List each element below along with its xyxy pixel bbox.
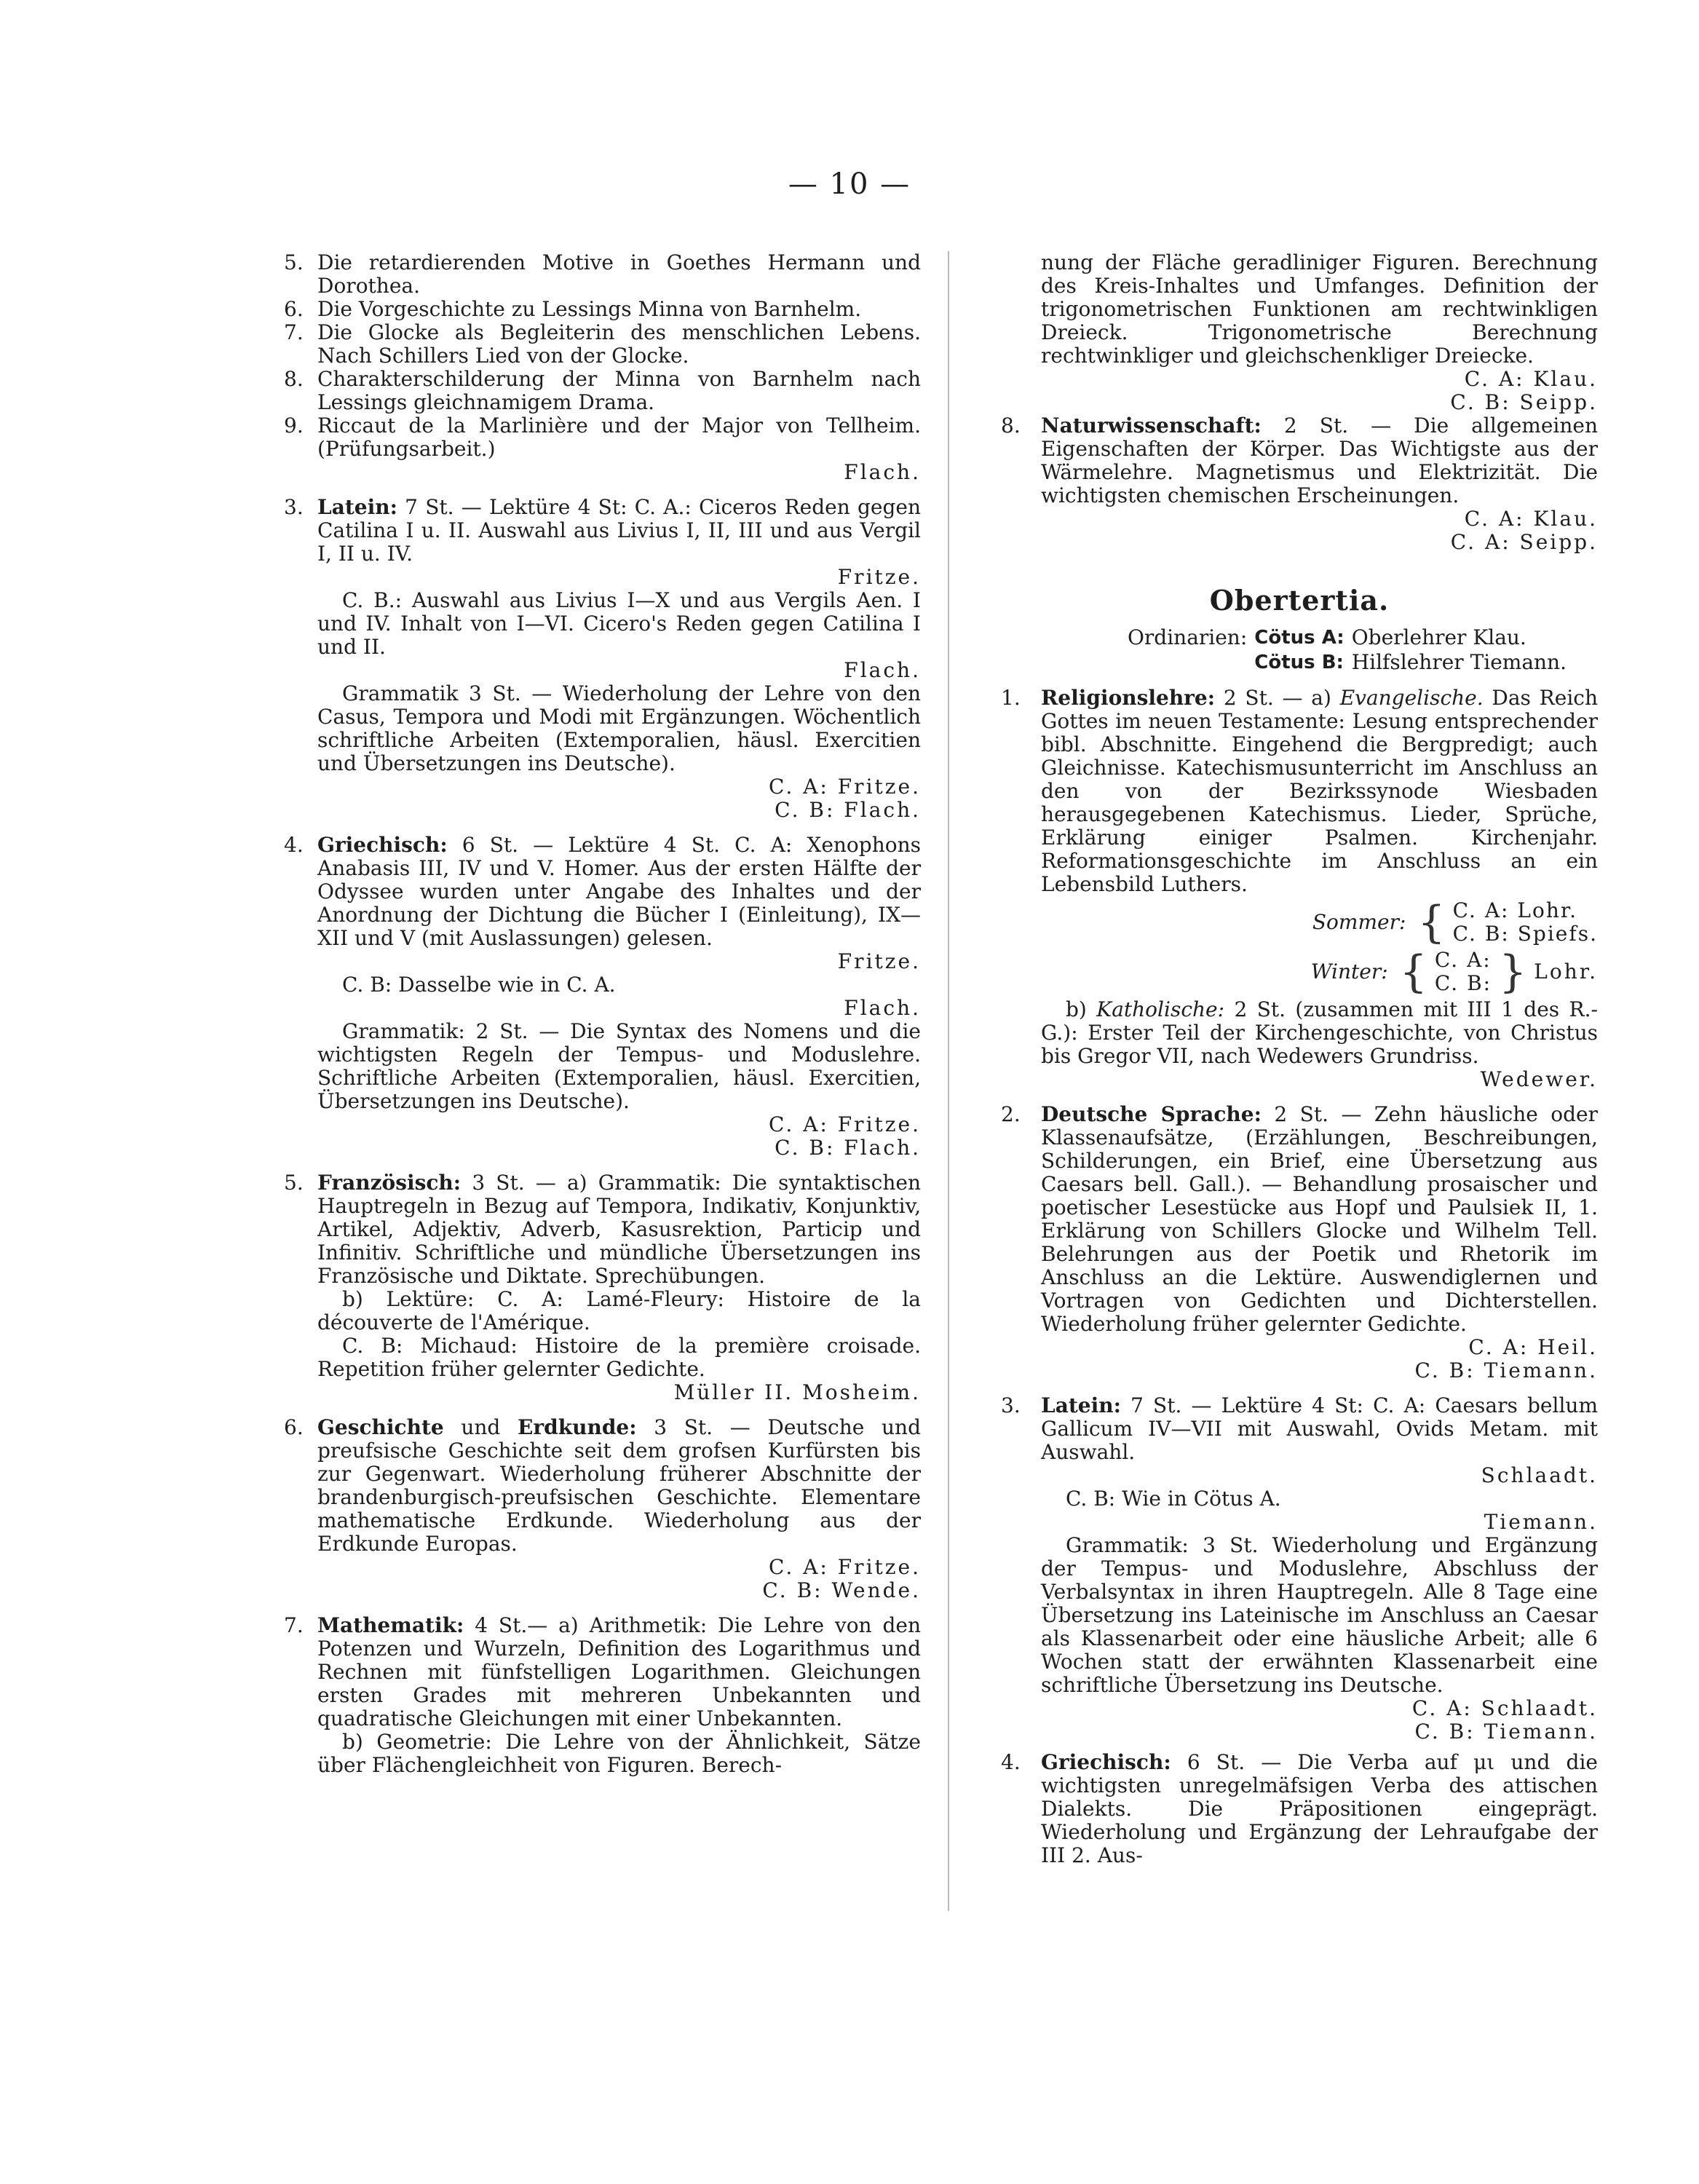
teacher-signature: C. B: Tiemann. xyxy=(1414,1358,1598,1382)
subject-geschichte: 6. Geschichte und Erdkunde: 3 St. — Deutsche und preufsische Geschichte seit dem grofsen Kurfürsten bis zur Gegenwart. Wiederholung früherer Abschnitte der brandenburgisch-preufsischen Geschichte. Elementare mathematische Erdkunde. Wiederholung aus der Erdkunde Europas. C. A: Fritze. C. B: Wende. xyxy=(284,1415,921,1602)
teacher-signature: Flach. xyxy=(844,658,921,682)
ordinarien: Ordinarien: Cötus A: Oberlehrer Klau. Cötus B: Hilfslehrer Tiemann. xyxy=(1127,625,1567,674)
teacher-signature: C. A: Fritze. xyxy=(768,1112,921,1136)
topic-item: 7. Die Glocke als Begleiterin des menschlichen Lebens. Nach Schillers Lied von der Glocke. xyxy=(284,320,921,368)
subject-heading: Mathematik: xyxy=(317,1613,464,1637)
math-continuation: nung der Fläche geradliniger Figuren. Berechnung des Kreis-Inhaltes und Umfanges. Definition der trigonometrischen Funktionen am rechtwinkligen Dreieck. Trigonometrische Berechnung rechtwinkliger und gleichschenkliger Dreiecke. C. A: Klau. C. B: Seipp. xyxy=(1041,250,1598,414)
subject-griechisch: 4. Griechisch: 6 St. — Die Verba auf μι und die wichtigsten unregelmäfsigen Verba des attischen Dialekts. Die Präpositionen eingeprägt. Wiederholung und Ergänzung der Lehraufgabe der III 2. Aus- xyxy=(1001,1750,1598,1867)
teacher-signature: Flach. xyxy=(844,996,921,1020)
teacher-signature: Schlaadt. xyxy=(1481,1463,1598,1487)
teacher-signature: Wedewer. xyxy=(1480,1067,1598,1091)
subject-heading: Erdkunde: xyxy=(518,1415,637,1439)
subject-deutsch: 2. Deutsche Sprache: 2 St. — Zehn häusliche oder Klassenaufsätze, (Erzählungen, Beschreibungen, Schilderungen, ein Brief, eine Übersetzung aus Caesars bell. Gall.). — Behandlung prosaischer und poetischer Lesestücke aus Hopf und Paulsiek II, 1. Erklärung von Schillers Glocke und Wilhelm Tell. Belehrungen aus der Poetik und Rhetorik im Anschluss an die Lektüre. Auswendiglernen und Vortragen von Gedichten und Dichterstellen. Wiederholung früher gelernter Gedichte. C. A: Heil. C. B: Tiemann. xyxy=(1001,1102,1598,1382)
teacher-signature: C. A: Schlaadt. xyxy=(1411,1696,1598,1720)
season-winter: Winter: { C. A: C. B: } Lohr. xyxy=(1310,946,1598,997)
page-number: — 10 — xyxy=(788,167,911,201)
teacher-signature: C. B: Seipp. xyxy=(1450,390,1598,414)
subject-naturwissenschaft: 8. Naturwissenschaft: 2 St. — Die allgemeinen Eigenschaften der Körper. Das Wichtigste aus der Wärmelehre. Magnetismus und Elektrizität. Die wichtigsten chemischen Erscheinungen. C. A: Klau. C. A: Seipp. xyxy=(1001,414,1598,554)
subject-franzoesisch: 5. Französisch: 3 St. — a) Grammatik: Die syntaktischen Hauptregeln in Bezug auf Tempora, Indikativ, Konjunktiv, Artikel, Adjektiv, Adverb, Kasusrektion, Particip und Infinitiv. Schriftliche und mündliche Übersetzungen ins Französische und Diktate. Sprechübungen. b) Lektüre: C. A: Lamé-Fleury: Histoire de la découverte de l'Amérique. C. B: Michaud: Histoire de la première croisade. Repetition früher gelernter Gedichte. Müller II. Mosheim. xyxy=(284,1171,921,1404)
subject-heading: Französisch: xyxy=(317,1171,462,1195)
teacher-signature: C. A: Klau. xyxy=(1464,367,1598,391)
teacher-signature: C. A: Fritze. xyxy=(768,1555,921,1579)
subject-heading: Naturwissenschaft: xyxy=(1041,414,1262,438)
right-column xyxy=(1001,251,1598,1867)
season-sommer: Sommer: { C. A: Lohr. C. B: Spiefs. xyxy=(1312,897,1598,948)
subject-heading: Latein: xyxy=(317,495,397,519)
subject-religionslehre: 1. Religionslehre: 2 St. — a) Evangelische. Das Reich Gottes im neuen Testamente: Lesung entsprechender bibl. Abschnitte. Eingehend die Bergpredigt; auch Gleichnisse. Katechismusunterricht im Anschluss an den von der Bezirkssynode Wiesbaden herausgegebenen Katechismus. Lieder, Sprüche, Erklärung einiger Psalmen. Kirchenjahr. Reformationsgeschichte im Anschluss an ein Lebensbild Luthers. Sommer: { C. A: Lohr. C. B: Spiefs. Winter: { C. A: C. B: } Lohr. b) Katholische: 2 St. (zusammen mit III 1 des R.-G.): Erster Teil der Kirchengeschichte, von Christus bis Gregor VII, nach Wedewers Grundriss. Wedewer. xyxy=(1001,686,1599,1091)
teacher-signature: C. A: Klau. xyxy=(1464,507,1598,531)
subject-latein: 3. Latein: 7 St. — Lektüre 4 St: C. A.: Ciceros Reden gegen Catilina I u. II. Auswahl aus Livius I, II, III und aus Vergil I, II u. IV. Fritze. C. B.: Auswahl aus Livius I—X und aus Vergils Aen. I und IV. Inhalt von I—VI. Cicero's Reden gegen Catilina I und II. Flach. Grammatik 3 St. — Wiederholung der Lehre von den Casus, Tempora und Modi mit Ergänzungen. Wöchentlich schriftliche Arbeiten (Extemporalien, häusl. Exercitien und Übersetzungen ins Deutsche). C. A: Fritze. C. B: Flach. xyxy=(284,495,921,822)
teacher-signature: C. B: Flach. xyxy=(775,1136,921,1160)
teacher-signature: Flach. xyxy=(844,460,921,484)
topic-item: 6. Die Vorgeschichte zu Lessings Minna von Barnhelm. xyxy=(284,297,862,321)
subject-heading: Griechisch: xyxy=(1041,1750,1171,1774)
subject-heading: Geschichte xyxy=(317,1415,444,1439)
teacher-signature: C. B: Tiemann. xyxy=(1414,1720,1598,1744)
subject-griechisch: 4. Griechisch: 6 St. — Lektüre 4 St. C. A: Xenophons Anabasis III, IV und V. Homer. Aus der ersten Hälfte der Odyssee wurden unter Angabe des Inhaltes und der Anordnung der Dichtung die Bücher I (Einleitung), IX—XII und V (mit Auslassungen) gelesen. Fritze. C. B: Dasselbe wie in C. A. Flach. Grammatik: 2 St. — Die Syntax des Nomens und die wichtigsten Regeln der Tempus- und Moduslehre. Schriftliche Arbeiten (Extemporalien, häusl. Exercitien, Übersetzungen ins Deutsche). C. A: Fritze. C. B: Flach. xyxy=(284,833,921,1160)
subject-latein: 3. Latein: 7 St. — Lektüre 4 St: C. A: Caesars bellum Gallicum IV—VII mit Auswahl, Ovids Metam. mit Auswahl. Schlaadt. C. B: Wie in Cötus A. Tiemann. Grammatik: 3 St. Wiederholung und Ergänzung der Tempus- und Moduslehre, Abschluss der Verbalsyntax in ihren Hauptregeln. Alle 8 Tage eine Übersetzung ins Lateinische im Anschluss an Caesar als Klassenarbeit oder eine häusliche Arbeit; alle 6 Wochen statt der erwähnten Klassenarbeit eine schriftliche Übersetzung ins Deutsche. C. A: Schlaadt. C. B: Tiemann. xyxy=(1001,1393,1598,1744)
topic-item: 9. Riccaut de la Marlinière und der Major von Tellheim. (Prüfungsarbeit.) xyxy=(284,414,921,461)
subject-mathematik: 7. Mathematik: 4 St.— a) Arithmetik: Die Lehre von den Potenzen und Wurzeln, Definition des Logarithmus und Rechnen mit fünfstelligen Logarithmen. Gleichungen ersten Grades mit mehreren Unbekannten und quadratische Gleichungen mit einer Unbekannten. b) Geometrie: Die Lehre von der Ähnlichkeit, Sätze über Flächengleichheit von Figuren. Berech- xyxy=(284,1613,921,1777)
teacher-signature: Fritze. xyxy=(837,565,921,589)
topic-item: 8. Charakterschilderung der Minna von Barnhelm nach Lessings gleichnamigem Drama. xyxy=(284,367,921,414)
teacher-signature: C. B: Wende. xyxy=(762,1578,921,1602)
teacher-signature: Müller II. Mosheim. xyxy=(673,1380,921,1404)
subject-heading: Latein: xyxy=(1041,1393,1121,1417)
subject-heading: Religionslehre: xyxy=(1041,686,1216,710)
teacher-signature: C. A: Seipp. xyxy=(1450,530,1598,554)
teacher-signature: C. A: Fritze. xyxy=(768,775,921,799)
topic-item: 5. Die retardierenden Motive in Goethes Hermann und Dorothea. xyxy=(284,250,921,298)
section-title: Obertertia. xyxy=(1209,584,1390,617)
teacher-signature: Fritze. xyxy=(837,949,921,973)
left-column xyxy=(284,251,921,1777)
subject-heading: Griechisch: xyxy=(317,833,448,857)
subject-heading: Deutsche Sprache: xyxy=(1041,1102,1262,1126)
teacher-signature: Tiemann. xyxy=(1484,1510,1598,1534)
teacher-signature: C. B: Flach. xyxy=(775,798,921,822)
teacher-signature: C. A: Heil. xyxy=(1468,1335,1598,1359)
column-divider xyxy=(948,251,949,1911)
